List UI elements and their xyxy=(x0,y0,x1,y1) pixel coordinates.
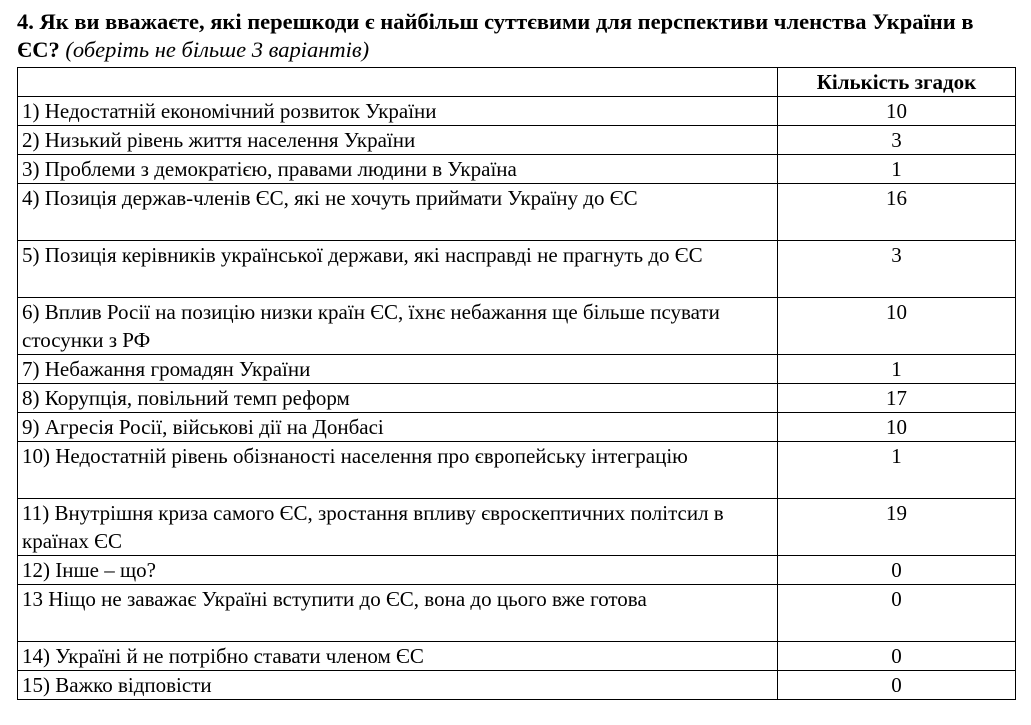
table-row xyxy=(18,126,1016,155)
count-cell: 0 xyxy=(778,585,1016,642)
table-row xyxy=(18,413,1016,442)
count-cell: 1 xyxy=(778,155,1016,184)
table-row xyxy=(18,556,1016,585)
option-cell: 5) Позиція керівників української держави, які насправді не прагнуть до ЄС xyxy=(18,241,778,298)
option-cell: 6) Вплив Росії на позицію низки країн ЄС, їхнє небажання ще більше псувати стосунки з РФ xyxy=(18,298,778,355)
option-cell: 8) Корупція, повільний темп реформ xyxy=(18,384,778,413)
option-cell: 12) Інше – що? xyxy=(18,556,778,585)
count-cell: 17 xyxy=(778,384,1016,413)
table-row xyxy=(18,241,1016,298)
count-cell: 16 xyxy=(778,184,1016,241)
option-cell: 9) Агресія Росії, військові дії на Донбасі xyxy=(18,413,778,442)
count-cell: 3 xyxy=(778,126,1016,155)
question-note: (оберіть не більше 3 варіантів) xyxy=(65,37,370,62)
table-row xyxy=(18,499,1016,556)
option-cell: 11) Внутрішня криза самого ЄС, зростання впливу євроскептичних політсил в країнах ЄС xyxy=(18,499,778,556)
count-cell: 10 xyxy=(778,298,1016,355)
option-cell: 7) Небажання громадян України xyxy=(18,355,778,384)
option-cell: 13 Ніщо не заважає Україні вступити до ЄС, вона до цього вже готова xyxy=(18,585,778,642)
table-header-row xyxy=(18,68,1016,97)
count-cell: 0 xyxy=(778,642,1016,671)
table-row xyxy=(18,298,1016,355)
option-cell: 3) Проблеми з демократією, правами людини в Україна xyxy=(18,155,778,184)
table-row xyxy=(18,642,1016,671)
question-heading xyxy=(17,8,1020,64)
count-cell: 19 xyxy=(778,499,1016,556)
count-cell: 0 xyxy=(778,556,1016,585)
count-cell: 1 xyxy=(778,442,1016,499)
count-cell: 10 xyxy=(778,97,1016,126)
results-table xyxy=(17,67,1016,700)
option-cell: 15) Важко відповісти xyxy=(18,671,778,700)
count-cell: 10 xyxy=(778,413,1016,442)
count-column-header: Кількість згадок xyxy=(778,68,1016,97)
option-cell: 4) Позиція держав-членів ЄС, які не хочуть приймати Україну до ЄС xyxy=(18,184,778,241)
count-cell: 0 xyxy=(778,671,1016,700)
option-cell: 10) Недостатній рівень обізнаності населення про європейську інтеграцію xyxy=(18,442,778,499)
count-cell: 1 xyxy=(778,355,1016,384)
question-text: 4. Як ви вважаєте, які перешкоди є найбільш суттєвими для перспективи членства України в ЄС? xyxy=(17,9,974,62)
option-column-header xyxy=(18,68,778,97)
option-cell: 1) Недостатній економічний розвиток України xyxy=(18,97,778,126)
option-cell: 2) Низький рівень життя населення України xyxy=(18,126,778,155)
table-row xyxy=(18,671,1016,700)
table-row xyxy=(18,155,1016,184)
table-row xyxy=(18,355,1016,384)
table-row xyxy=(18,184,1016,241)
table-row xyxy=(18,384,1016,413)
table-row xyxy=(18,97,1016,126)
count-cell: 3 xyxy=(778,241,1016,298)
table-row xyxy=(18,585,1016,642)
option-cell: 14) Україні й не потрібно ставати членом ЄС xyxy=(18,642,778,671)
table-row xyxy=(18,442,1016,499)
